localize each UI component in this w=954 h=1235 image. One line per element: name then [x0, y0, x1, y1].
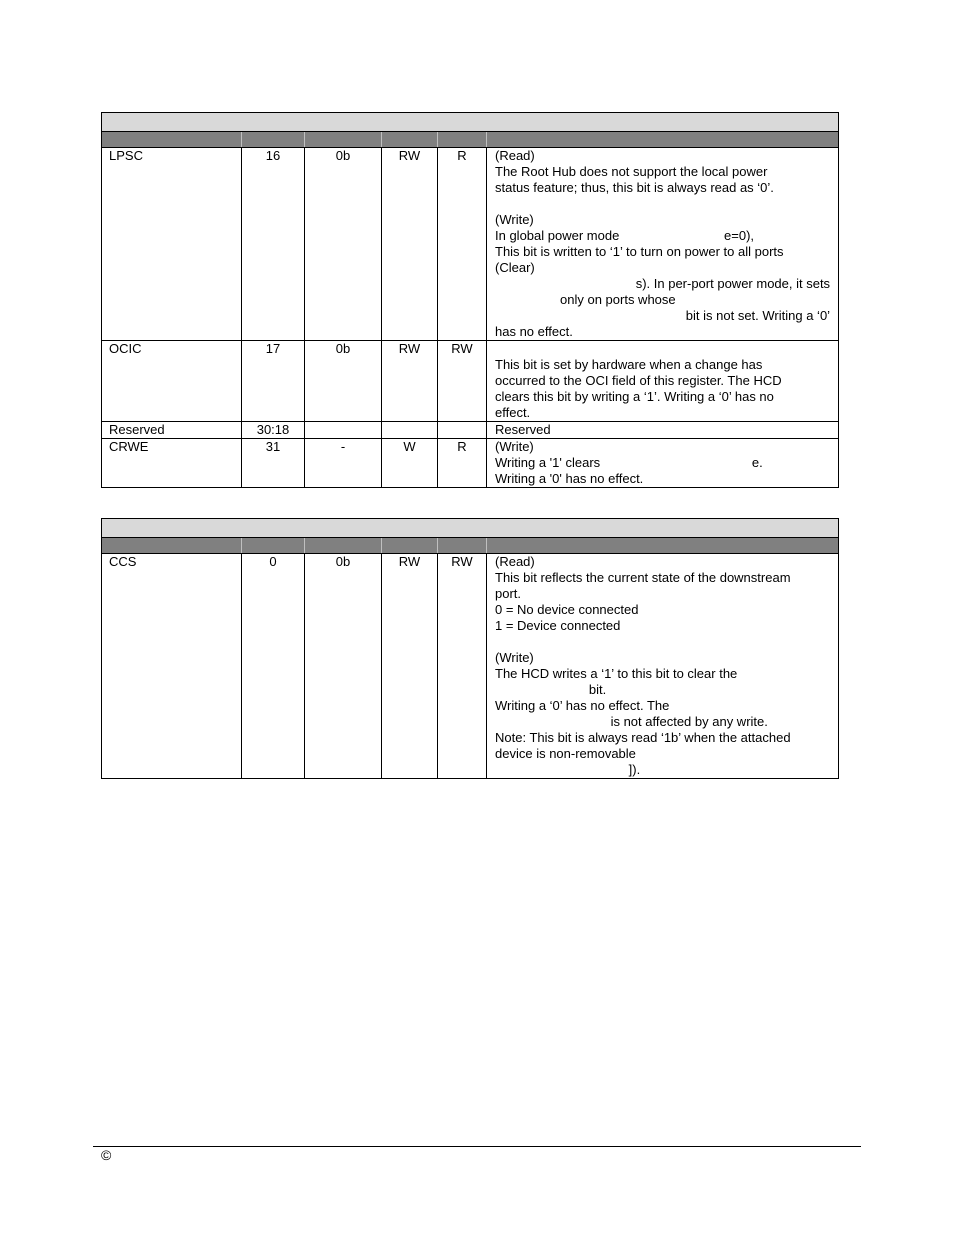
table-row: [102, 341, 839, 422]
description-line: The Root Hub does not support the local power: [495, 164, 768, 179]
description-line: device is non-removable: [495, 746, 636, 761]
description-line: 1 = Device connected: [495, 618, 621, 633]
description-line: bit.: [495, 682, 607, 697]
description-line: (Write): [495, 212, 534, 227]
bit-position-cell: 16: [242, 148, 305, 341]
device-access-cell: R: [438, 148, 487, 341]
description-cell: [487, 341, 839, 422]
description-line: effect.: [495, 405, 531, 420]
description-cell: [487, 148, 839, 341]
default-value-cell: -: [305, 439, 382, 488]
description-line: [495, 634, 830, 650]
description-line: [495, 341, 830, 357]
description-line: [495, 196, 830, 212]
description-line: port.: [495, 586, 522, 601]
copyright-symbol: ©: [101, 1147, 112, 1163]
host-access-cell: RW: [382, 554, 438, 779]
description-line: clears this bit by writing a ‘1’. Writing a ‘0’ has no: [495, 389, 774, 404]
description-cell: [487, 422, 839, 439]
description-line: (Write): [495, 439, 534, 454]
field-name-cell: CCS: [102, 554, 242, 779]
device-access-cell: [438, 422, 487, 439]
field-name-cell: CRWE: [102, 439, 242, 488]
description-line: This bit is written to ‘1’ to turn on power to all ports: [495, 244, 784, 259]
description-line: 0 = No device connected: [495, 602, 639, 617]
description-line: (Write): [495, 650, 534, 665]
table-row: [102, 439, 839, 488]
table-row: [102, 554, 839, 779]
description-line: status feature; thus, this bit is always read as ‘0’.: [495, 180, 774, 195]
description-line: occurred to the OCI field of this register. The HCD: [495, 373, 782, 388]
description-cell: [487, 554, 839, 779]
table-header-row: [102, 538, 839, 554]
description-cell: [487, 439, 839, 488]
device-access-cell: RW: [438, 341, 487, 422]
host-access-cell: RW: [382, 148, 438, 341]
table-row: [102, 422, 839, 439]
register-table-2: [101, 518, 839, 779]
bit-position-cell: 31: [242, 439, 305, 488]
table-title-row: [102, 519, 839, 538]
field-name-cell: OCIC: [102, 341, 242, 422]
description-line: Note: This bit is always read ‘1b’ when the attached: [495, 730, 791, 745]
table-row: [102, 148, 839, 341]
description-line: Writing a '0' has no effect.: [495, 471, 644, 486]
description-line: This bit reflects the current state of the downstream: [495, 570, 791, 585]
table-title-row: [102, 113, 839, 132]
table-header-row: [102, 132, 839, 148]
host-access-cell: [382, 422, 438, 439]
default-value-cell: 0b: [305, 148, 382, 341]
bit-position-cell: 30:18: [242, 422, 305, 439]
description-line: only on ports whose: [495, 292, 676, 307]
description-line: has no effect.: [495, 324, 573, 339]
bit-position-cell: 0: [242, 554, 305, 779]
description-line: (Clear): [495, 260, 535, 275]
description-line: Reserved: [495, 422, 551, 437]
description-line: The HCD writes a ‘1’ to this bit to clear the: [495, 666, 738, 681]
description-line: ]).: [495, 762, 641, 777]
description-line: (Read): [495, 148, 535, 163]
description-line: Writing a ‘0’ has no effect. The: [495, 698, 670, 713]
register-table-1: [101, 112, 839, 488]
field-name-cell: Reserved: [102, 422, 242, 439]
host-access-cell: RW: [382, 341, 438, 422]
description-line: Writing a '1' clears e.: [495, 455, 763, 470]
default-value-cell: 0b: [305, 341, 382, 422]
description-line: This bit is set by hardware when a change has: [495, 357, 763, 372]
description-line: In global power mode e=0),: [495, 228, 755, 243]
description-line: is not affected by any write.: [495, 714, 768, 729]
host-access-cell: W: [382, 439, 438, 488]
description-line: bit is not set. Writing a ‘0’: [685, 308, 831, 323]
default-value-cell: 0b: [305, 554, 382, 779]
device-access-cell: RW: [438, 554, 487, 779]
field-name-cell: LPSC: [102, 148, 242, 341]
default-value-cell: [305, 422, 382, 439]
footer-divider: [93, 1146, 861, 1147]
description-line: s). In per-port power mode, it sets: [635, 276, 831, 291]
device-access-cell: R: [438, 439, 487, 488]
bit-position-cell: 17: [242, 341, 305, 422]
description-line: (Read): [495, 554, 535, 569]
